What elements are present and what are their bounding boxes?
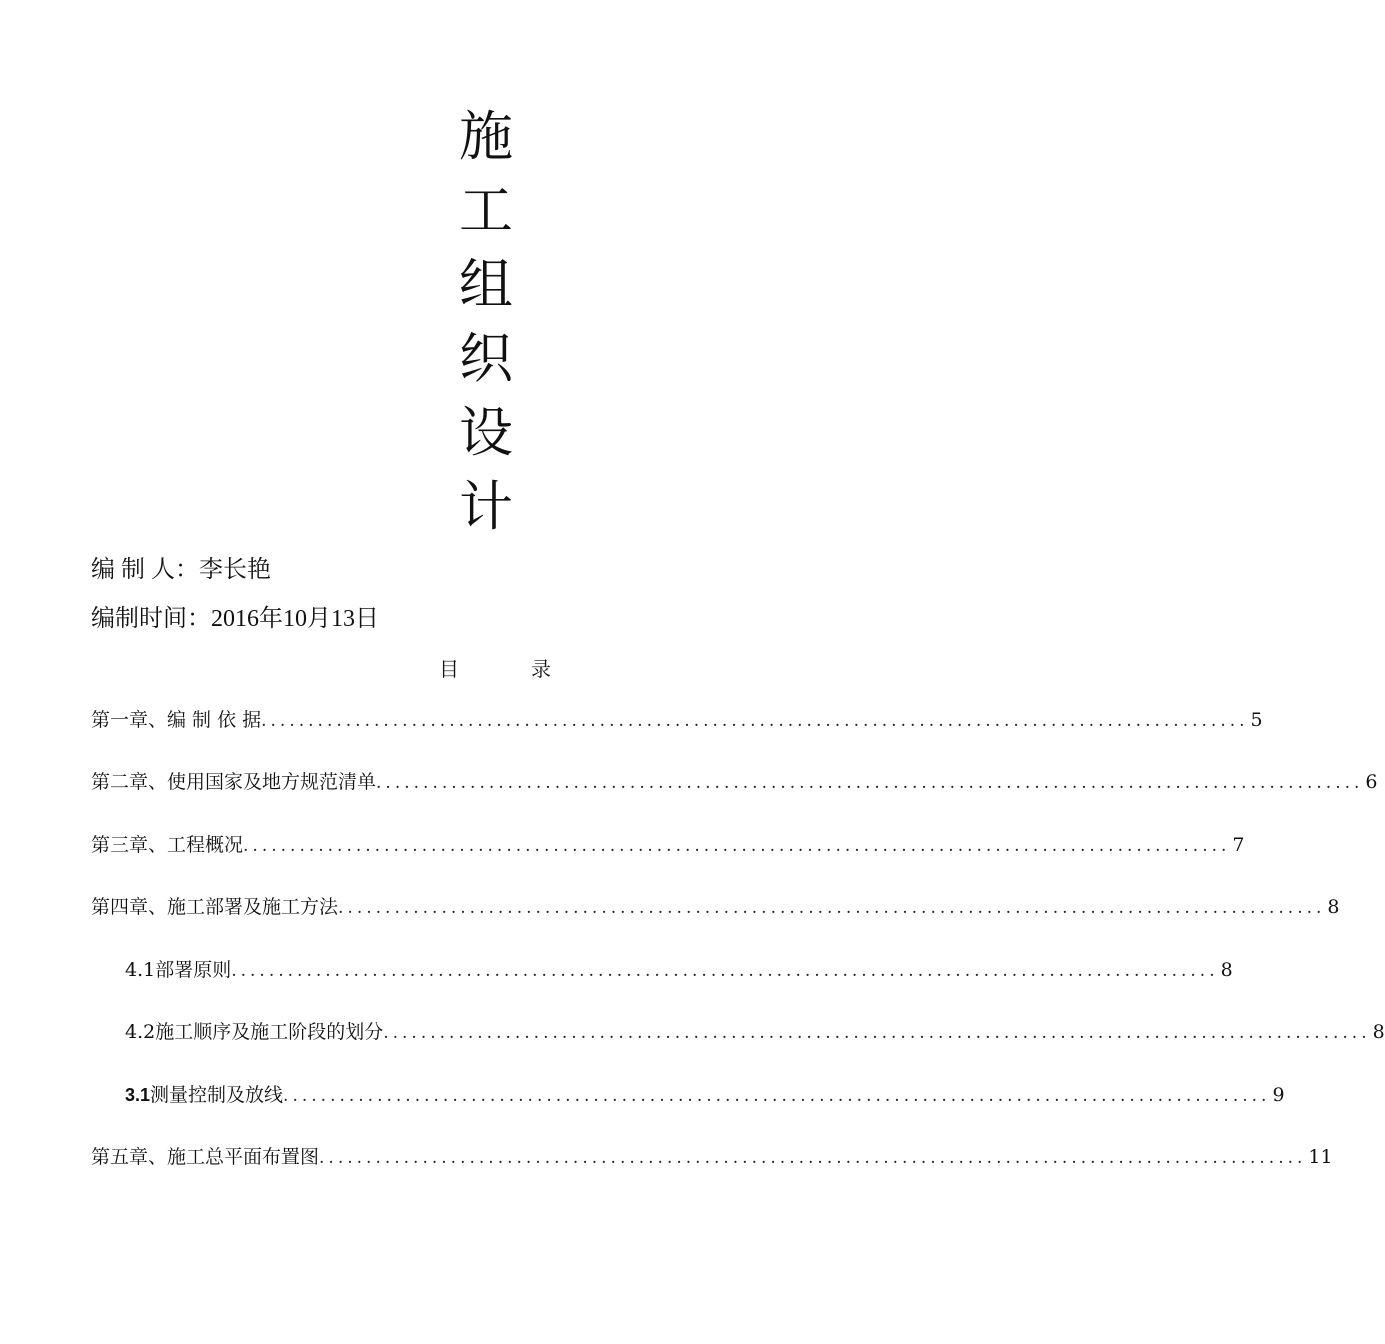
title-char: 工	[459, 179, 513, 242]
title-char: 计	[459, 475, 513, 538]
toc-heading	[20, 656, 970, 682]
date-line	[91, 604, 379, 634]
date-label: 编制时间：	[91, 606, 211, 632]
toc-entry-chapter-2[interactable]	[91, 768, 1378, 796]
toc-entry-chapter-5[interactable]	[91, 1143, 1333, 1171]
toc-entry-chapter-1[interactable]	[91, 706, 1263, 734]
title-char: 组	[459, 253, 513, 316]
title-char: 设	[459, 401, 513, 464]
toc-entry-page: 6	[1365, 771, 1378, 793]
toc-entry-label: 4.1部署原则	[125, 959, 232, 981]
toc-leader-dots: .........................................................................................................	[376, 773, 1364, 793]
toc-entry-page: 5	[1250, 709, 1263, 731]
toc-heading-right: 录	[531, 657, 551, 681]
toc-entry-page: 8	[1220, 959, 1233, 981]
toc-entry-page: 9	[1272, 1084, 1285, 1106]
toc-leader-dots: .........................................................................................................	[338, 898, 1326, 918]
toc-entry-number: 3.1	[125, 1085, 151, 1105]
toc-entry-section-4-1[interactable]	[125, 956, 1233, 984]
toc-entry-label: 第一章、编 制 依 据	[91, 709, 262, 731]
toc-entry-text: 测量控制及放线	[150, 1084, 284, 1106]
author-value: 李长艳	[199, 557, 271, 583]
toc-entry-page: 7	[1232, 834, 1245, 856]
toc-leader-dots: .........................................................................................................	[261, 711, 1249, 731]
toc-leader-dots: .........................................................................................................	[383, 1023, 1371, 1043]
toc-entry-label	[125, 1081, 283, 1109]
toc-heading-left: 目	[439, 657, 459, 681]
toc-entry-section-3-1[interactable]	[125, 1081, 1285, 1109]
toc-entry-chapter-3[interactable]	[91, 831, 1245, 859]
toc-leader-dots: .........................................................................................................	[243, 836, 1231, 856]
title-char: 织	[459, 327, 513, 390]
toc-entry-label: 第二章、使用国家及地方规范清单	[91, 771, 377, 793]
toc-entry-chapter-4[interactable]	[91, 893, 1340, 921]
toc-entry-page: 8	[1372, 1021, 1385, 1043]
toc-leader-dots: .........................................................................................................	[283, 1086, 1271, 1106]
toc-leader-dots: .........................................................................................................	[319, 1148, 1307, 1168]
toc-entry-label: 4.2施工顺序及施工阶段的划分	[125, 1021, 384, 1043]
toc-entry-label: 第四章、施工部署及施工方法	[91, 896, 339, 918]
toc-entry-section-4-2[interactable]	[125, 1018, 1385, 1046]
author-line	[91, 555, 271, 585]
author-label: 编 制 人：	[91, 557, 199, 583]
toc-entry-label: 第五章、施工总平面布置图	[91, 1146, 320, 1168]
document-title	[0, 100, 950, 544]
toc-entry-page: 11	[1308, 1146, 1333, 1168]
title-char: 施	[459, 105, 513, 168]
toc-leader-dots: .........................................................................................................	[231, 961, 1219, 981]
date-value: 2016年10月13日	[211, 606, 379, 632]
toc-entry-page: 8	[1327, 896, 1340, 918]
toc-entry-label: 第三章、工程概况	[91, 834, 244, 856]
